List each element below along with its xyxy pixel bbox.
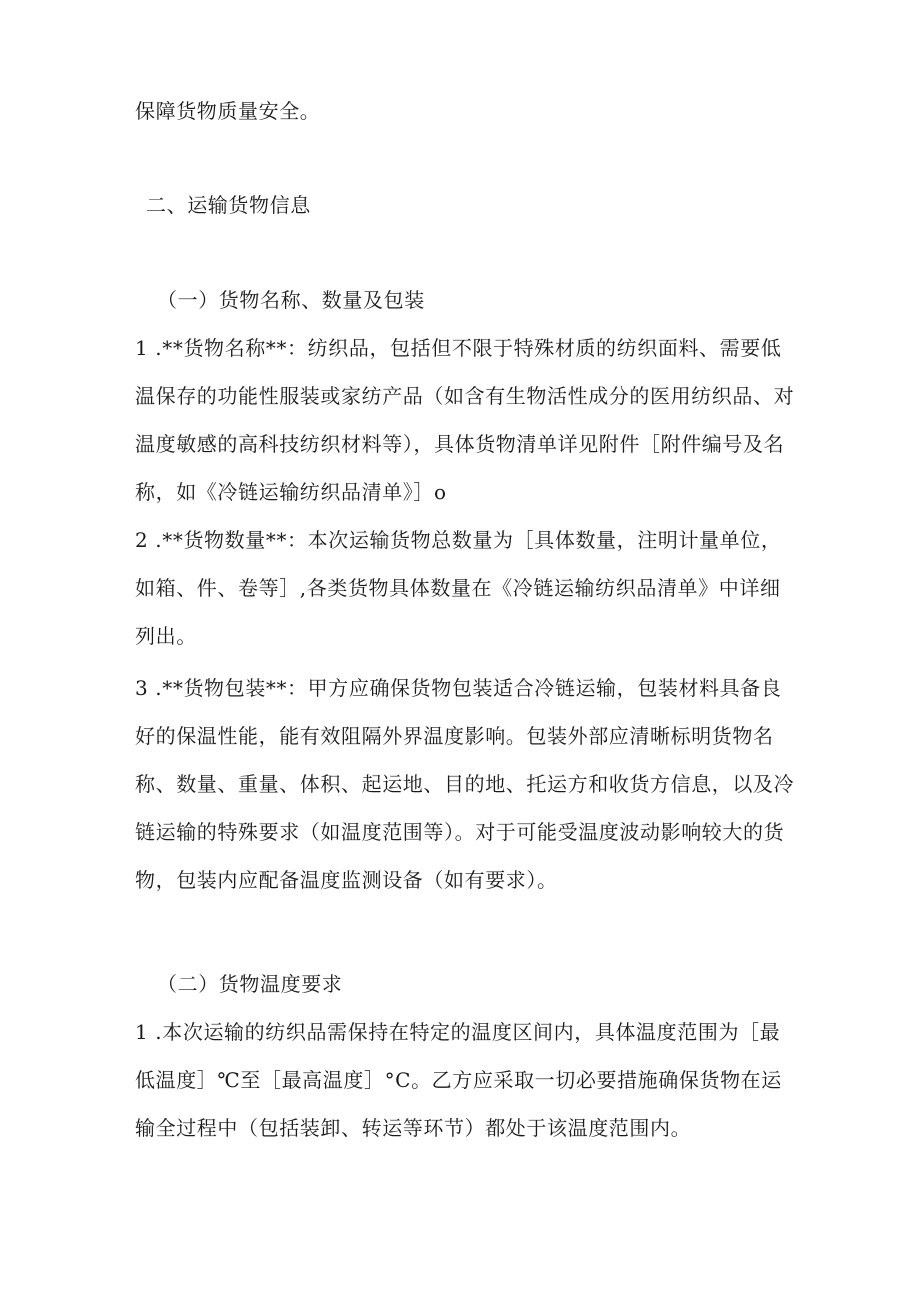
paragraph-line: 如箱、件、卷等］,各类货物具体数量在《冷链运输纺织品清单》中详细 [135,576,781,600]
subsection-heading: （二）货物温度要求 [157,972,343,996]
paragraph-line: 2 .**货物数量**：本次运输货物总数量为［具体数量，注明计量单位， [135,528,782,552]
paragraph-line: 称、数量、重量、体积、起运地、目的地、托运方和收货方信息，以及冷 [135,772,795,796]
paragraph-line: 3 .**货物包装**：甲方应确保货物包装适合冷链运输，包装材料具备良 [135,676,782,700]
paragraph-line: 物，包装内应配备温度监测设备（如有要求）。 [135,868,558,892]
paragraph-line: 温度敏感的高科技纺织材料等），具体货物清单详见附件［附件编号及名 [135,432,785,456]
paragraph-line: 1 .本次运输的纺织品需保持在特定的温度区间内，具体温度范围为［最 [135,1020,781,1044]
paragraph-line: 温保存的功能性服装或家纺产品（如含有生物活性成分的医用纺织品、对 [135,384,795,408]
paragraph-line: 称，如《冷链运输纺织品清单》］o [135,480,447,504]
paragraph-line: 列出。 [135,624,197,648]
paragraph-line: 低温度］℃至［最高温度］°C。乙方应采取一切必要措施确保货物在运 [135,1068,782,1092]
section-heading: 二、运输货物信息 [146,193,311,217]
paragraph-line: 1 .**货物名称**：纺织品，包括但不限于特殊材质的纺织面料、需要低 [135,336,782,360]
subsection-heading: （一）货物名称、数量及包装 [157,288,425,312]
paragraph-line: 好的保温性能，能有效阻隔外界温度影响。包装外部应清晰标明货物名 [135,724,774,748]
paragraph-line: 链运输的特殊要求（如温度范围等）。对于可能受温度波动影响较大的货 [135,820,785,844]
paragraph-line: 保障货物质量安全。 [135,99,321,123]
paragraph-line: 输全过程中（包括装卸、转运等环节）都处于该温度范围内。 [135,1116,692,1140]
